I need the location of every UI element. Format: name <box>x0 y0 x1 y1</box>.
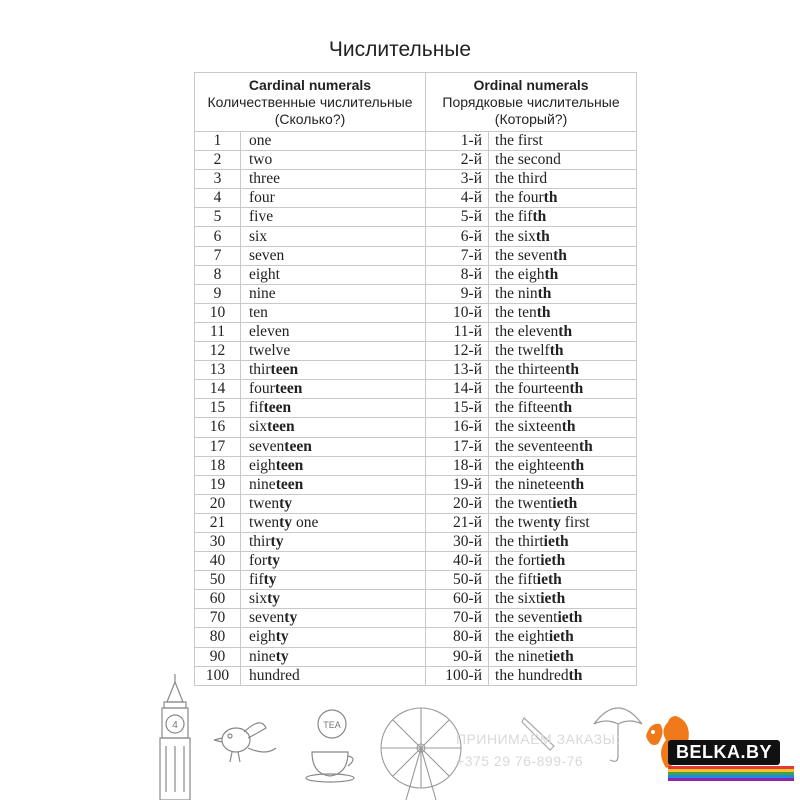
ordinal-word-part: th <box>578 437 593 455</box>
cardinal-number: 17 <box>195 437 241 456</box>
cardinal-number: 12 <box>195 342 241 361</box>
cardinal-word-part: ty <box>270 533 284 551</box>
ordinal-number: 4-й <box>426 189 489 208</box>
cardinal-word <box>241 628 426 647</box>
cardinal-number: 21 <box>195 513 241 532</box>
table-row <box>195 265 637 284</box>
logo-text[interactable]: BELKA.BY <box>668 740 780 765</box>
cardinal-number: 11 <box>195 322 241 341</box>
cardinal-header-en: Cardinal numerals <box>248 76 372 93</box>
table-row <box>195 532 637 551</box>
ordinal-number: 18-й <box>426 456 489 475</box>
ordinal-word <box>489 265 637 284</box>
table-row <box>195 628 637 647</box>
cardinal-word <box>241 284 426 303</box>
ordinal-word <box>489 513 637 532</box>
ordinal-word-part: the third <box>495 170 548 188</box>
ordinal-word-part: the hundred <box>495 666 569 684</box>
table-row <box>195 647 637 666</box>
ordinal-word-part: th <box>558 399 573 417</box>
ordinal-header-question: (Который?) <box>494 110 568 127</box>
ordinal-word <box>489 380 637 399</box>
ordinal-word-part: ieth <box>552 494 578 512</box>
ordinal-word <box>489 342 637 361</box>
ordinal-word <box>489 647 637 666</box>
ordinal-word-part: th <box>569 380 584 398</box>
watermark-line2: +375 29 76-899-76 <box>456 753 584 769</box>
table-row <box>195 227 637 246</box>
table-row <box>195 284 637 303</box>
table-row <box>195 151 637 170</box>
ordinal-number: 19-й <box>426 475 489 494</box>
cardinal-number: 1 <box>195 132 241 151</box>
ordinal-word-part: th <box>543 189 558 207</box>
clock-number: 4 <box>172 720 178 731</box>
cardinal-word <box>241 456 426 475</box>
cardinal-word <box>241 380 426 399</box>
table-row <box>195 571 637 590</box>
cardinal-word-part: ty <box>279 494 293 512</box>
ordinal-word-part: the fourteen <box>495 380 570 398</box>
ordinal-number: 10-й <box>426 303 489 322</box>
ordinal-word-part: the six <box>495 227 536 245</box>
ordinal-word-part: the ten <box>495 303 537 321</box>
table-row <box>195 208 637 227</box>
cardinal-word-part: ten <box>249 303 268 321</box>
ordinal-word <box>489 532 637 551</box>
ordinal-word-part: the ninet <box>495 647 549 665</box>
cardinal-word-part: seven <box>249 437 285 455</box>
cardinal-word-part: six <box>249 418 268 436</box>
ordinal-number: 1-й <box>426 132 489 151</box>
ordinal-word-part: the four <box>495 189 544 207</box>
cardinal-number: 50 <box>195 571 241 590</box>
table-row <box>195 552 637 571</box>
cardinal-word <box>241 189 426 208</box>
ordinal-word-part: ieth <box>548 647 574 665</box>
cardinal-word-part: two <box>249 151 273 169</box>
cardinal-word <box>241 647 426 666</box>
ordinal-number: 3-й <box>426 170 489 189</box>
cardinal-word <box>241 246 426 265</box>
cardinal-word-part: teen <box>267 418 295 436</box>
ordinal-number: 7-й <box>426 246 489 265</box>
cardinal-word-part: four <box>249 380 275 398</box>
cardinal-number: 6 <box>195 227 241 246</box>
cardinal-number: 80 <box>195 628 241 647</box>
ordinal-word <box>489 246 637 265</box>
table-row <box>195 475 637 494</box>
ordinal-word <box>489 189 637 208</box>
ordinal-number: 17-й <box>426 437 489 456</box>
cardinal-number: 20 <box>195 494 241 513</box>
ordinal-word-part: ieth <box>548 628 574 646</box>
cardinal-number: 90 <box>195 647 241 666</box>
watermark-line1: ПРИНИМАЕМ ЗАКАЗЫ: <box>456 731 620 747</box>
ordinal-number: 5-й <box>426 208 489 227</box>
ordinal-word-part: the seven <box>495 246 554 264</box>
cardinal-number: 14 <box>195 380 241 399</box>
ordinal-word <box>489 628 637 647</box>
london-eye-illustration <box>376 700 466 800</box>
ordinal-word <box>489 284 637 303</box>
cardinal-word-part: ty <box>263 571 277 589</box>
cardinal-number: 30 <box>195 532 241 551</box>
ordinal-number: 8-й <box>426 265 489 284</box>
cardinal-word-part: teen <box>270 361 299 379</box>
cardinal-number: 5 <box>195 208 241 227</box>
ordinal-word-part: ieth <box>540 590 566 608</box>
ordinal-word-part: ieth <box>557 609 583 627</box>
ordinal-word-part: ieth <box>536 571 562 589</box>
cardinal-word <box>241 532 426 551</box>
cardinal-word <box>241 151 426 170</box>
cardinal-number: 16 <box>195 418 241 437</box>
ordinal-word <box>489 666 637 685</box>
cardinal-number: 2 <box>195 151 241 170</box>
ordinal-word-part: the fort <box>495 552 541 570</box>
ordinal-word-part: th <box>544 265 559 283</box>
cardinal-word-part: teen <box>274 380 303 398</box>
cardinal-word-part: six <box>249 590 268 608</box>
cardinal-number: 15 <box>195 399 241 418</box>
cardinal-word-part: twen <box>249 494 280 512</box>
ordinal-word-part: the eigh <box>495 265 545 283</box>
cardinal-word-part: seven <box>249 609 285 627</box>
cardinal-word-part: ty <box>275 628 289 646</box>
ordinal-word <box>489 609 637 628</box>
table-row <box>195 189 637 208</box>
cardinal-word-part: teen <box>263 399 292 417</box>
cardinal-word-part: eigh <box>249 456 276 474</box>
table-row <box>195 170 637 189</box>
ordinal-word <box>489 456 637 475</box>
cardinal-word <box>241 265 426 284</box>
ordinal-word-part: the sixteen <box>495 418 562 436</box>
cardinal-word <box>241 418 426 437</box>
cardinal-word <box>241 170 426 189</box>
cardinal-number: 10 <box>195 303 241 322</box>
ordinal-word-part: ieth <box>543 533 569 551</box>
ordinal-number: 21-й <box>426 513 489 532</box>
cardinal-number: 9 <box>195 284 241 303</box>
table-row <box>195 342 637 361</box>
ordinal-word-part: the fif <box>495 208 533 226</box>
ordinal-word-part: th <box>570 475 585 493</box>
cardinal-word <box>241 227 426 246</box>
ordinal-number: 13-й <box>426 361 489 380</box>
cardinal-word <box>241 208 426 227</box>
ordinal-word-part: th <box>570 456 585 474</box>
ordinal-number: 14-й <box>426 380 489 399</box>
ordinal-word <box>489 571 637 590</box>
ordinal-word-part: the seventeen <box>495 437 579 455</box>
numerals-table <box>194 72 637 686</box>
cardinal-word <box>241 437 426 456</box>
ordinal-header-ru: Порядковые числительные <box>442 93 620 110</box>
cardinal-word-part: nine <box>249 475 276 493</box>
ordinal-header <box>426 73 637 132</box>
cardinal-word <box>241 475 426 494</box>
cardinal-word-part: one <box>249 132 272 150</box>
cardinal-word <box>241 552 426 571</box>
ordinal-number: 90-й <box>426 647 489 666</box>
cardinal-word-part: thir <box>249 361 271 379</box>
ordinal-word <box>489 399 637 418</box>
ordinal-word-part: the eighteen <box>495 456 571 474</box>
cardinal-header-question: (Сколько?) <box>274 110 346 127</box>
ordinal-word-part: th <box>549 342 564 360</box>
ordinal-word-part: the fift <box>495 571 537 589</box>
ordinal-word-part: ty <box>547 513 561 531</box>
table-row <box>195 513 637 532</box>
ordinal-word-part: the fifteen <box>495 399 559 417</box>
cardinal-number: 7 <box>195 246 241 265</box>
ordinal-word <box>489 322 637 341</box>
ordinal-word <box>489 227 637 246</box>
cardinal-header-ru: Количественные числительные <box>207 93 413 110</box>
ordinal-word-part: the first <box>495 132 543 150</box>
cardinal-word-part: hundred <box>249 666 300 684</box>
cardinal-word-part: teen <box>275 475 304 493</box>
cardinal-word <box>241 590 426 609</box>
ordinal-word-part: first <box>560 513 590 531</box>
table-row <box>195 609 637 628</box>
ordinal-word-part: th <box>565 361 579 379</box>
ordinal-word <box>489 418 637 437</box>
cardinal-word-part: five <box>249 208 274 226</box>
table-row <box>195 322 637 341</box>
ordinal-word-part: th <box>536 303 551 321</box>
cardinal-number: 70 <box>195 609 241 628</box>
ordinal-word <box>489 361 637 380</box>
ordinal-number: 9-й <box>426 284 489 303</box>
table-row <box>195 246 637 265</box>
table-row <box>195 494 637 513</box>
cardinal-number: 18 <box>195 456 241 475</box>
ordinal-word <box>489 437 637 456</box>
ordinal-number: 40-й <box>426 552 489 571</box>
cardinal-word-part: twelve <box>249 342 291 360</box>
ordinal-word-part: th <box>535 227 550 245</box>
cardinal-number: 4 <box>195 189 241 208</box>
cardinal-word <box>241 303 426 322</box>
ordinal-word-part: the nineteen <box>495 475 571 493</box>
cardinal-word <box>241 571 426 590</box>
table-row <box>195 437 637 456</box>
ordinal-word-part: the eleven <box>495 322 559 340</box>
table-row <box>195 303 637 322</box>
big-ben-illustration <box>150 672 200 800</box>
ordinal-number: 50-й <box>426 571 489 590</box>
ordinal-word-part: th <box>553 246 567 264</box>
ordinal-number: 80-й <box>426 628 489 647</box>
cardinal-word <box>241 609 426 628</box>
ordinal-word-part: the second <box>495 151 561 169</box>
cardinal-word <box>241 666 426 685</box>
cardinal-word-part: eigh <box>249 628 276 646</box>
cardinal-word-part: eight <box>249 265 280 283</box>
logo-stripe <box>668 778 794 781</box>
cardinal-word <box>241 132 426 151</box>
cardinal-word-part: ty <box>267 590 281 608</box>
ordinal-word-part: th <box>568 666 583 684</box>
ordinal-word <box>489 151 637 170</box>
ordinal-number: 12-й <box>426 342 489 361</box>
cardinal-header <box>195 73 426 132</box>
table-row <box>195 666 637 685</box>
cardinal-number: 100 <box>195 666 241 685</box>
ordinal-number: 11-й <box>426 322 489 341</box>
table-row <box>195 380 637 399</box>
cardinal-word <box>241 494 426 513</box>
cardinal-word-part: eleven <box>249 322 290 340</box>
cardinal-word-part: seven <box>249 246 285 264</box>
table-row <box>195 132 637 151</box>
cardinal-word <box>241 399 426 418</box>
cardinal-word-part: for <box>249 552 268 570</box>
cardinal-word-part: fif <box>249 571 264 589</box>
table-row <box>195 399 637 418</box>
ordinal-word-part: the twen <box>495 513 548 531</box>
cardinal-word-part: ty <box>267 552 280 570</box>
ordinal-word-part: th <box>561 418 576 436</box>
cardinal-word-part: nine <box>249 284 276 302</box>
page-title: Числительные <box>328 38 472 61</box>
ordinal-word <box>489 475 637 494</box>
ordinal-word-part: the sixt <box>495 590 541 608</box>
cardinal-number: 3 <box>195 170 241 189</box>
ordinal-word <box>489 552 637 571</box>
cardinal-word-part: teen <box>275 456 304 474</box>
ordinal-word-part: the thirteen <box>495 361 566 379</box>
cardinal-word-part: ty <box>284 609 298 627</box>
ordinal-header-en: Ordinal numerals <box>473 76 589 93</box>
cardinal-number: 19 <box>195 475 241 494</box>
ordinal-number: 30-й <box>426 532 489 551</box>
ordinal-word-part: th <box>532 208 547 226</box>
ordinal-number: 15-й <box>426 399 489 418</box>
cardinal-number: 13 <box>195 361 241 380</box>
ordinal-word <box>489 303 637 322</box>
ordinal-number: 70-й <box>426 609 489 628</box>
ordinal-word-part: ieth <box>540 552 566 570</box>
cardinal-word <box>241 513 426 532</box>
ordinal-word-part: the sevent <box>495 609 558 627</box>
cardinal-word-part: twen <box>249 513 280 531</box>
cardinal-word-part: six <box>249 227 268 245</box>
cardinal-word-part: nine <box>249 647 276 665</box>
bird-illustration <box>206 708 286 768</box>
order-watermark <box>456 728 620 772</box>
tea-cup-illustration <box>298 706 362 786</box>
cardinal-number: 40 <box>195 552 241 571</box>
cardinal-word <box>241 342 426 361</box>
cardinal-word <box>241 361 426 380</box>
table-row <box>195 456 637 475</box>
table-row <box>195 418 637 437</box>
cardinal-word-part: teen <box>284 437 312 455</box>
cardinal-number: 60 <box>195 590 241 609</box>
ordinal-number: 100-й <box>426 666 489 685</box>
ordinal-word-part: the twelf <box>495 342 550 360</box>
ordinal-number: 2-й <box>426 151 489 170</box>
cardinal-word-part: one <box>292 513 319 531</box>
cardinal-word-part: ty <box>275 647 289 665</box>
ordinal-number: 20-й <box>426 494 489 513</box>
ordinal-word <box>489 208 637 227</box>
ordinal-word <box>489 170 637 189</box>
cardinal-word-part: four <box>249 189 275 207</box>
tea-label: TEA <box>323 720 341 730</box>
ordinal-word-part: the thirt <box>495 533 544 551</box>
ordinal-word-part: th <box>537 284 552 302</box>
cardinal-word-part: three <box>249 170 280 188</box>
table-row <box>195 590 637 609</box>
ordinal-number: 60-й <box>426 590 489 609</box>
ordinal-word <box>489 132 637 151</box>
cardinal-word-part: fif <box>249 399 264 417</box>
cardinal-word <box>241 322 426 341</box>
cardinal-number: 8 <box>195 265 241 284</box>
table-header-row <box>195 73 637 132</box>
ordinal-word-part: th <box>558 322 573 340</box>
cardinal-word-part: ty <box>279 513 293 531</box>
ordinal-word-part: the eight <box>495 628 549 646</box>
ordinal-word-part: the nin <box>495 284 538 302</box>
table-row <box>195 361 637 380</box>
ordinal-word <box>489 494 637 513</box>
ordinal-word <box>489 590 637 609</box>
ordinal-word-part: the twent <box>495 494 553 512</box>
ordinal-number: 6-й <box>426 227 489 246</box>
ordinal-number: 16-й <box>426 418 489 437</box>
cardinal-word-part: thir <box>249 533 271 551</box>
